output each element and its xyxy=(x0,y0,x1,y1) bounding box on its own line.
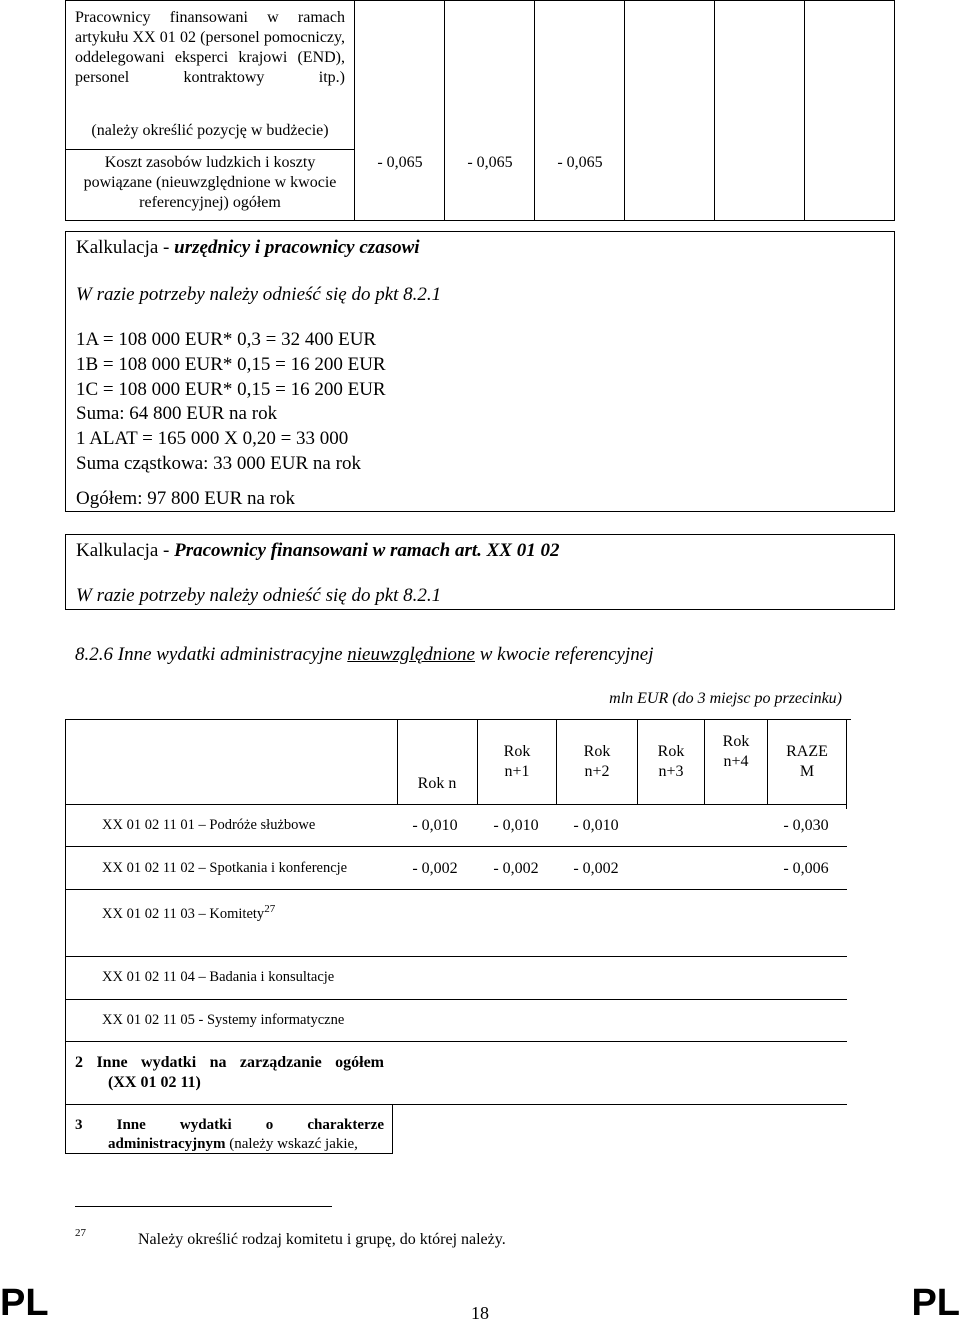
calc-line: 1 ALAT = 165 000 X 0,20 = 33 000 xyxy=(76,428,349,449)
col-header-l1: RAZE xyxy=(786,743,828,760)
col-header-year-n: Rok n xyxy=(417,775,457,792)
col-header-l2: n+1 xyxy=(504,763,530,780)
table-row-label xyxy=(102,905,392,924)
col-header-l1: Rok xyxy=(503,743,531,760)
col-divider xyxy=(534,0,535,221)
total-cost-label: Koszt zasobów ludzkich i koszty powiązane (nieuwzględnione w kwocie referencyjnej) ogółem xyxy=(83,154,337,211)
table-row-label: XX 01 02 11 02 – Spotkania i konferencje xyxy=(102,860,348,876)
cell-value: - 0,002 xyxy=(412,860,458,877)
col-header-year xyxy=(705,732,767,772)
title-prefix: Kalkulacja - xyxy=(76,540,175,561)
cell-value: - 0,002 xyxy=(573,860,619,877)
row-divider xyxy=(65,1041,847,1042)
cell-value: - 0,006 xyxy=(783,860,829,877)
table-border-top xyxy=(65,719,851,720)
row-divider xyxy=(65,1104,847,1105)
footnote-ref: 27 xyxy=(264,903,276,916)
col-divider xyxy=(804,0,805,221)
footnote-separator xyxy=(75,1206,332,1207)
calculation-box-contract-staff xyxy=(65,534,895,610)
section-heading-underlined: nieuwzględnione xyxy=(347,644,475,665)
calc-line: Suma: 64 800 EUR na rok xyxy=(76,403,278,424)
col-header-year xyxy=(478,742,556,782)
calc-line: Suma cząstkowa: 33 000 EUR na rok xyxy=(76,453,361,474)
calc-line: 1C = 108 000 EUR* 0,15 = 16 200 EUR xyxy=(76,379,386,400)
staff-category-text: Pracownicy finansowani w ramach artykułu XX 01 02 (personel pomocniczy, oddelegowani eksperci krajowi (END), personel kontraktowy itp.) xyxy=(75,9,345,86)
table-row-label: XX 01 02 11 04 – Badania i konsultacje xyxy=(102,969,335,985)
cell-value: - 0,010 xyxy=(412,817,458,834)
other-admin-label: 3 Inne wydatki o charakterze xyxy=(75,1117,384,1133)
other-admin-bold: administracyjnym xyxy=(108,1136,226,1152)
col-header-l1: Rok xyxy=(583,743,611,760)
calc-line: 1B = 108 000 EUR* 0,15 = 16 200 EUR xyxy=(76,354,386,375)
cell-value: - 0,065 xyxy=(467,154,513,171)
section-heading-text: 8.2.6 Inne wydatki administracyjne xyxy=(75,644,348,665)
calculation-title xyxy=(76,538,876,563)
unit-note: mln EUR (do 3 miejsc po przecinku) xyxy=(609,690,842,707)
table-border-left xyxy=(65,719,66,1153)
page-number: 18 xyxy=(471,1303,489,1323)
col-header-year xyxy=(638,742,704,782)
cell-value: - 0,065 xyxy=(557,154,603,171)
col-header-total xyxy=(768,742,846,782)
col-header-year xyxy=(557,742,637,782)
row-divider xyxy=(65,149,355,150)
calculation-box-officials xyxy=(65,231,895,512)
calculation-title xyxy=(76,235,876,260)
footer-lang-right: PL xyxy=(911,1282,960,1324)
cell-value: - 0,065 xyxy=(377,154,423,171)
col-header-l2: n+3 xyxy=(658,763,684,780)
title-prefix: Kalkulacja - xyxy=(76,237,175,258)
cell-value: - 0,002 xyxy=(493,860,539,877)
other-admin-rest: (należy wskazć jakie, xyxy=(225,1136,358,1152)
col-divider xyxy=(444,0,445,221)
table-row-label: XX 01 02 11 01 – Podróże służbowe xyxy=(102,817,316,833)
col-header-l2: n+2 xyxy=(584,763,610,780)
footnote-number: 27 xyxy=(75,1227,86,1239)
title-emphasis: Pracownicy finansowani w ramach art. XX 01 02 xyxy=(174,540,560,561)
section-heading xyxy=(75,642,895,667)
cell-value: - 0,010 xyxy=(493,817,539,834)
subtotal-label: 2 Inne wydatki na zarządzanie ogółem xyxy=(75,1054,384,1071)
col-header-l1: Rok xyxy=(722,733,750,750)
col-header-l2: n+4 xyxy=(723,753,749,770)
row-divider xyxy=(65,846,847,847)
row-divider xyxy=(65,999,847,1000)
table-border-right xyxy=(846,719,847,809)
col-divider xyxy=(714,0,715,221)
title-emphasis: urzędnicy i pracownicy czasowi xyxy=(174,237,420,258)
row-divider xyxy=(65,956,847,957)
row-label-text: XX 01 02 11 03 – Komitety xyxy=(102,906,265,922)
col-divider xyxy=(392,1104,393,1153)
section-heading-rest: w kwocie referencyjnej xyxy=(474,644,654,665)
row-divider xyxy=(65,889,847,890)
table-row-label: XX 01 02 11 05 - Systemy informatyczne xyxy=(102,1012,345,1028)
cell-value: - 0,010 xyxy=(573,817,619,834)
budget-line-note: (należy określić pozycję w budżecie) xyxy=(91,122,329,139)
calc-total: Ogółem: 97 800 EUR na rok xyxy=(76,488,296,509)
col-header-l1: Rok xyxy=(657,743,685,760)
reference-note: W razie potrzeby należy odnieść się do pkt 8.2.1 xyxy=(76,585,442,606)
footer-lang-left: PL xyxy=(0,1282,49,1324)
cell-value: - 0,030 xyxy=(783,817,829,834)
col-divider xyxy=(354,0,355,221)
footnote-text: Należy określić rodzaj komitetu i grupę, do której należy. xyxy=(138,1231,506,1248)
other-admin-label-cont xyxy=(108,1135,388,1154)
calc-line: 1A = 108 000 EUR* 0,3 = 32 400 EUR xyxy=(76,329,377,350)
col-divider xyxy=(624,0,625,221)
col-header-l2: M xyxy=(799,763,815,780)
row-divider xyxy=(65,804,847,805)
subtotal-code: (XX 01 02 11) xyxy=(108,1074,201,1091)
reference-note: W razie potrzeby należy odnieść się do pkt 8.2.1 xyxy=(76,284,442,305)
